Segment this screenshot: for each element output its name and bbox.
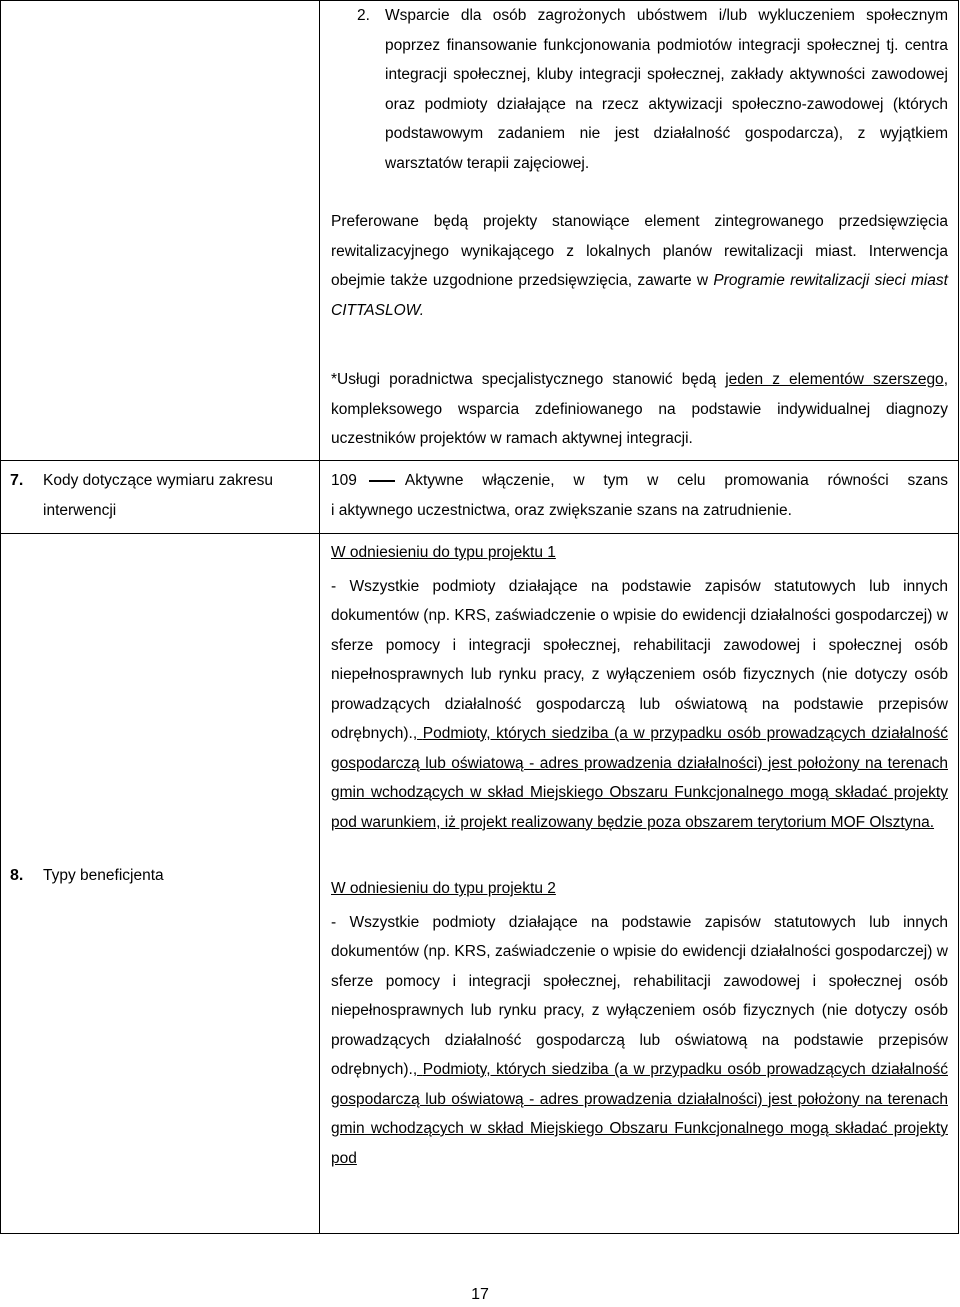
section1-paragraph bbox=[331, 572, 948, 838]
table-row-intro bbox=[1, 1, 959, 461]
section1-heading: W odniesieniu do typu projektu 1 bbox=[331, 544, 556, 561]
program-name-italic: Programie rewitalizacji sieci miast CITTASLOW. bbox=[331, 272, 948, 319]
services-paragraph bbox=[331, 365, 948, 454]
preferred-projects-paragraph bbox=[331, 207, 948, 325]
page-number: 17 bbox=[471, 1286, 489, 1303]
preferred-text: Preferowane będą projekty stanowiące element zintegrowanego przedsięwzięcia rewitalizacyjnego wynikającego z lokalnych planów rewitalizacji miast. Interwencja obejmie także uzgodnione przedsięwzięcia, zawarte w bbox=[331, 213, 948, 289]
left-cell-empty bbox=[1, 1, 320, 461]
list-item-2 bbox=[331, 1, 948, 178]
section2-underlined: Podmioty, których siedziba (a w przypadku osób prowadzących działalność gospodarczą lub oświatową - adres prowadzenia działalności) jest położony na terenach gmin wchodzących w skład Miejskiego Obszaru Funkcjonalnego mogą składać projekty pod bbox=[331, 1061, 948, 1167]
section1-comma: , bbox=[412, 725, 423, 742]
code-line-1 bbox=[331, 461, 948, 496]
services-text-underlined: jeden z elementów szerszego bbox=[725, 371, 944, 388]
row8-number: 8. bbox=[10, 867, 24, 884]
code-description-first: Aktywne włączenie, w tym w celu promowania równości szans bbox=[404, 472, 948, 489]
dash-icon bbox=[369, 480, 395, 482]
section1-text: - Wszystkie podmioty działające na podstawie zapisów statutowych lub innych dokumentów (np. KRS, zaświadczenie o wpisie do ewidencji działalności gospodarczej) w sferze pomocy i integracji społecznej, rehabilitacji zawodowej i społecznej osób niepełnosprawnych lub rynku pracy, z wyłączeniem osób fizycznych (nie dotyczy osób prowadzących działalność gospodarczą lub oświatową na podstawie przepisów odrębnych). bbox=[331, 577, 948, 742]
section2-paragraph bbox=[331, 908, 948, 1174]
list-item-number: 2. bbox=[357, 7, 370, 24]
intervention-code: 109 bbox=[331, 472, 357, 489]
row8-label: Typy beneficjenta bbox=[43, 867, 164, 884]
section1-underlined: Podmioty, których siedziba (a w przypadku osób prowadzących działalność gospodarczą lub oświatową - adres prowadzenia działalności) jest położony na terenach gmin wchodzących w skład Miejskiego Obszaru Funkcjonalnego mogą składać projekty pod warunkiem, iż projekt realizowany będzie poza obszarem terytorium MOF Olsztyna. bbox=[331, 725, 948, 831]
list-item-text: Wsparcie dla osób zagrożonych ubóstwem i/lub wykluczeniem społecznym poprzez finansowanie funkcjonowania podmiotów integracji społecznej tj. centra integracji społecznej, kluby integracji społecznej, zakłady aktywności zawodowej oraz podmioty działające na rzecz aktywizacji społeczno-zawodowej (których podstawowym zadaniem nie jest działalność gospodarcza), z wyjątkiem warsztatów terapii zajęciowej. bbox=[385, 7, 948, 172]
section2-heading: W odniesieniu do typu projektu 2 bbox=[331, 880, 556, 897]
section2-text: - Wszystkie podmioty działające na podstawie zapisów statutowych lub innych dokumentów (np. KRS, zaświadczenie o wpisie do ewidencji działalności gospodarczej) w sferze pomocy i integracji społecznej, rehabilitacji zawodowej i społecznej osób niepełnosprawnych lub rynku pracy, z wyłączeniem osób fizycznych (nie dotyczy osób prowadzących działalność gospodarczą lub oświatową na podstawie przepisów odrębnych). bbox=[331, 913, 948, 1078]
table-row-8 bbox=[1, 534, 959, 1234]
row7-label-cell bbox=[1, 461, 320, 534]
services-text-start: *Usługi poradnictwa specjalistycznego stanowić będą bbox=[331, 371, 726, 388]
row7-content-cell bbox=[320, 461, 959, 534]
row7-label: Kody dotyczące wymiaru zakresu interwencji bbox=[43, 472, 274, 519]
intro-content-cell bbox=[320, 1, 959, 461]
row8-content-cell bbox=[320, 534, 959, 1234]
services-text-end: , kompleksowego wsparcia zdefiniowanego na podstawie indywidualnej diagnozy uczestników projektów w ramach aktywnej integracji. bbox=[331, 371, 948, 447]
row8-label-cell bbox=[1, 534, 320, 1234]
row7-number: 7. bbox=[10, 472, 24, 489]
section2-comma: , bbox=[412, 1061, 423, 1078]
table-row-7 bbox=[1, 461, 959, 534]
code-line-2: i aktywnego uczestnictwa, oraz zwiększanie szans na zatrudnienie. bbox=[331, 501, 792, 519]
